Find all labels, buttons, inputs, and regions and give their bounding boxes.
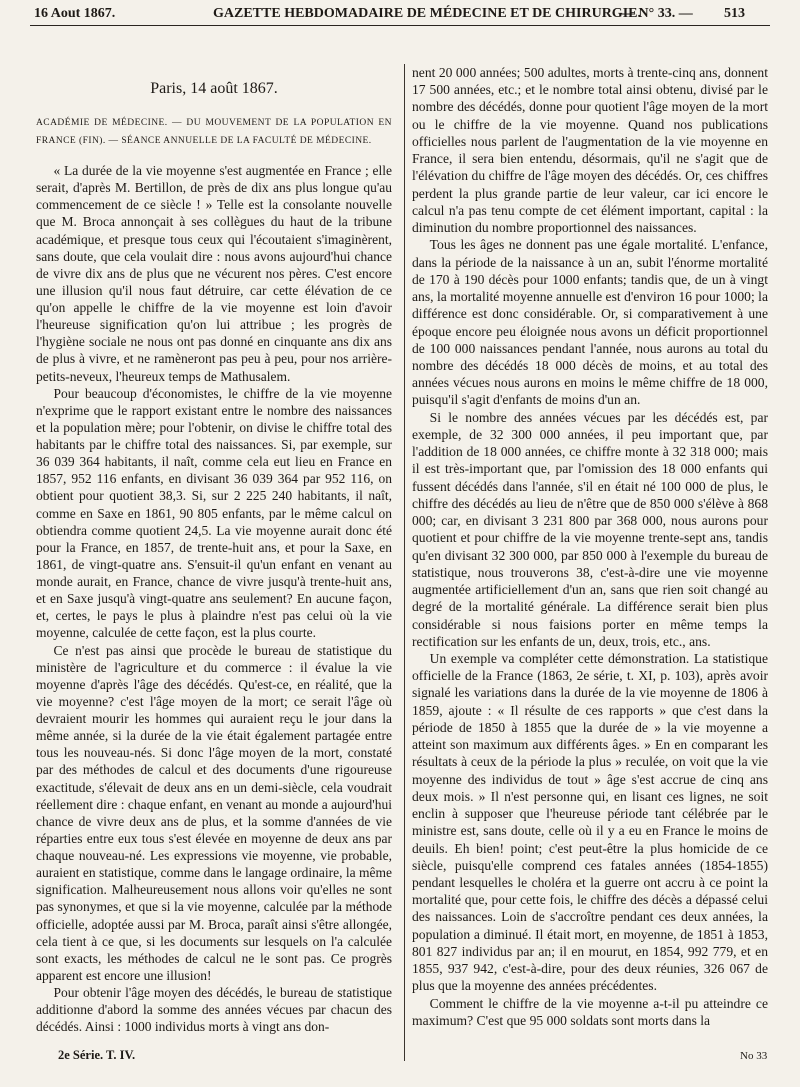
journal-title: GAZETTE HEBDOMADAIRE DE MÉDECINE ET DE CHIRURGIE.: [213, 6, 641, 21]
issue-date: 16 Aout 1867.: [34, 6, 116, 21]
paragraph: Pour obtenir l'âge moyen des décédés, le bureau de statistique additionne d'abord la somme des années vécues par chacun des décédés. Ainsi : 1000 individus morts à vingt ans don-: [36, 985, 392, 1035]
series-footer: 2e Série. T. IV.: [58, 1048, 136, 1062]
paragraph: Si le nombre des années vécues par les décédés est, par exemple, de 32 300 000 années, il peu important que, par l'addition de 18 000 années, ce chiffre monte à 32 318 000; mais il est très-important que, par l'omission des 18 000 enfants qui fussent décédés dans l'année, s'il en était né 100 000 de plus, le chiffre des décédés au lieu de n'être que de 850 000 s'élève à 868 000; car, en divisant 3 231 800 par 368 000, nous aurons pour quotient et pour chiffre de la vie moyenne trente-sept ans, tandis qu'en divisant 32 300 000, par 850 000 à l'exemple du bureau de statistique, nous trouverons 38, c'est-à-dire une vie moyenne augmentée artificiellement d'un an, sans que rien soit changé au degré de la mortalité générale. La différence serait bien plus considérable si nous faisions porter en même temps la rectification sur les enfants de un, deux, trois, etc., ans.: [412, 409, 768, 649]
left-column: [36, 162, 392, 1035]
right-column: [412, 64, 768, 1029]
paragraph: nent 20 000 années; 500 adultes, morts à trente-cinq ans, donnent 17 500 années, etc.; et le nombre total ainsi obtenu, divisé par le nombre des décédés, donne pour quotient l'âge moyen de la mort ou le chiffre de la vie moyenne. Quand nos publications officielles nous parlent de l'augmentation de la vie moyenne en France, il sera bien entendu, désormais, qu'il ne s'agit que de l'élévation du chiffre de l'âge moyen des décédés. Or, ces chiffres perdent la plus grande partie de leur valeur, car ici encore le calcul n'a pas tenu compte de cet élément important, capital : la diminution du nombre proportionnel des naissances.: [412, 65, 768, 236]
article-dateline: Paris, 14 août 1867.: [150, 80, 278, 97]
paragraph: Tous les âges ne donnent pas une égale mortalité. L'enfance, dans la période de la naissance à un an, subit l'énorme mortalité de 170 à 190 décès pour 1000 enfants; tandis que, de un à vingt ans, la mortalité moyenne annuelle est d'environ 16 pour 1000; la différence est donc considérable. Or, si comparativement à une époque encore peu éloignée nous avons un déficit proportionnel de 100 000 naissances pendant l'année, nous aurons au total du nombre des décédés 18 000 décès de moins, et au total des années vécues nous aurons en moins le même chiffre de 18 000, puisqu'il s'agit d'enfants de moins d'un an.: [412, 237, 768, 408]
article-summary: ACADÉMIE DE MÉDECINE. — DU MOUVEMENT DE LA POPULATION EN FRANCE (FIN). — SÉANCE ANNUELLE DE LA FACULTÉ DE MÉDECINE.: [36, 118, 392, 146]
page-number: 513: [724, 6, 745, 21]
paragraph: Ce n'est pas ainsi que procède le bureau de statistique du ministère de l'agriculture et du commerce : il évalue la vie moyenne d'après l'âge des décédés. Qu'est-ce, en réalité, que la vie moyenne? c'est l'âge moyen de la mort; ce serait l'âge où devraient mourir les hommes qui auraient reçu le jour dans la même année, si la durée de la vie était également partagée entre tous les nouveau-nés. Si donc l'âge moyen de la mort, constaté par des méthodes de calcul et des documents d'une rigoureuse exactitude, s'élevait de deux ans en un demi-siècle, cela voudrait réellement dire : chaque enfant, en venant au monde a aujourd'hui chance de vivre deux ans de plus, et la somme d'années de vie réparties entre eux tous s'est élevée en moyenne de deux ans par chaque nouveau-né. Les expressions vie moyenne, vie probable, auraient en statistique, comme dans le langage ordinaire, la même signification. Malheureusement nous allons voir qu'elles ne sont pas synonymes, et que si la vie moyenne, calculée par la méthode officielle, adoptée aussi par M. Broca, paraît ainsi s'être allongée, cela tient à ce que, si les documents sur lesquels on l'a calculée sont exacts, les méthodes de calcul ne le sont pas. Ce progrès apparent est encore une illusion!: [36, 642, 392, 983]
paragraph: Un exemple va compléter cette démonstration. La statistique officielle de la France (1863, 2e série, t. XI, p. 103), après avoir signalé les variations dans la durée de la vie moyenne de 1806 à 1859, ajoute : « Il résulte de ces rapports » que c'est dans la période de 1850 à 1855 que la durée de » la vie moyenne a atteint son maximum aux différents âges. » En en comparant les résultats à ceux de la période la plus » reculée, on voit que la vie moyenne des individus de tout » âge s'est accrue de cinq ans deux mois. » Il n'est personne qui, en lisant ces lignes, ne soit enclin à supposer que l'heureuse période tant célébrée par le ministre est, sans doute, celle où il y a eu en France le moins de deuils. Eh bien! point; c'est peut-être la plus homicide de ce siècle, puisqu'elle comprend ces fatales années (1854-1855) pendant lesquelles le choléra et la guerre ont accru à ce point la mortalité que, pour cette fois, le chiffre des décès a dépassé celui des naissances. Loin de s'accroître pendant ces deux années, la population a diminué. Il était mort, en moyenne, de 1851 à 1853, 801 827 individus par an; il en mourut, en 1854, 992 779, et en 1855, 937 942, c'est-à-dire, pour des deux réunies, 326 067 de plus que la moyenne des années précédentes.: [412, 650, 768, 994]
column-divider: [404, 64, 405, 1061]
paragraph: Pour beaucoup d'économistes, le chiffre de la vie moyenne n'exprime que le rapport existant entre le nombre des naissances et la population mère; pour l'obtenir, on divise le chiffre total des habitants par le chiffre total des naissances. Si, par exemple, sur 36 039 364 habitants, il naît, comme cela eut lieu en France en 1857, 952 116 enfants, en divisant 36 039 364 par 952 116, on obtient pour quotient 38,3. Si, sur 2 225 240 habitants, il naît, comme en Saxe en 1861, 90 805 enfants, par le même calcul on obtiendra comme quotient 24,5. La vie moyenne aurait donc été pour la France, en 1857, de trente-huit ans, et pour la Saxe, en 1861, de vingt-quatre ans. S'ensuit-il qu'un enfant en venant au monde aurait, en France, chance de vivre jusqu'à trente-huit ans, et en Saxe jusqu'à vingt-quatre ans seulement? En aucune façon, et, certes, le pays le plus à plaindre n'est pas celui où la vie moyenne, calculée de cette façon, est la plus courte.: [36, 385, 392, 641]
number-footer: No 33: [740, 1050, 768, 1062]
header-rule: [30, 25, 770, 26]
paragraph: Comment le chiffre de la vie moyenne a-t-il pu atteindre ce maximum? C'est que 95 000 soldats sont morts dans la: [412, 995, 768, 1028]
page-header: [30, 3, 770, 25]
issue-number: — N° 33. —: [621, 6, 693, 21]
paragraph: « La durée de la vie moyenne s'est augmentée en France ; elle serait, d'après M. Bertillon, de près de dix ans plus longue qu'au commencement de ce siècle ! » Telle est la consolante nouvelle que M. Broca annonçait à ses collègues du haut de la tribune académique, et presque tous ceux qui l'écoutaient s'imaginèrent, sans doute, que cela voulait dire : nous avons aujourd'hui chance de vivre dix ans de plus que ne vécurent nos pères. C'est encore une illusion qu'il nous faut détruire, car cette élévation de ce qu'on appelle le chiffre de la vie moyenne est loin d'avoir l'heureuse signification qu'on lui attribue ; les progrès de l'hygiène sociale ne nous ont pas donné en cinquante ans dix ans de plus à vivre, et ne ramèneront pas peu à peu, pour nos arrière-petits-neveux, l'heureux temps de Mathusalem.: [36, 163, 392, 384]
